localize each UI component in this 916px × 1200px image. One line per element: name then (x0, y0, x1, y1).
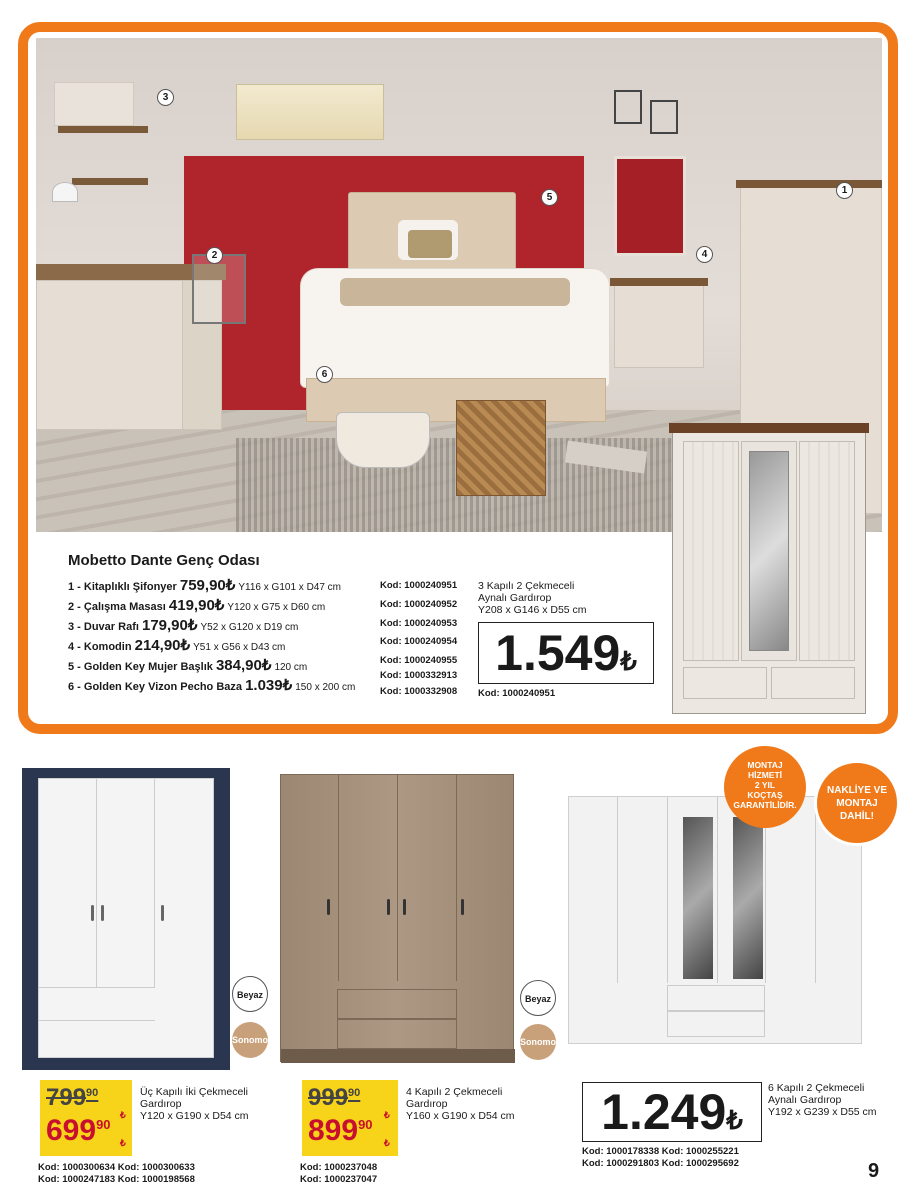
hotspot-3[interactable]: 3 (157, 89, 174, 106)
hotspot-4[interactable]: 4 (696, 246, 713, 263)
list-item: 3 - Duvar Rafı 179,90₺ Y52 x G120 x D19 cm (68, 617, 299, 634)
currency: ₺ (384, 1138, 390, 1148)
list-item: 5 - Golden Key Mujer Başlık 384,90₺ 120 cm (68, 657, 308, 674)
wall-shelf (72, 178, 148, 185)
list-item: 4 - Komodin 214,90₺ Y51 x G56 x D43 cm (68, 637, 286, 654)
product-3-image (568, 796, 862, 1044)
product-3-price-box: 1.249₺ (582, 1082, 762, 1142)
wardrobe-door (683, 441, 739, 661)
desk-lamp (52, 182, 78, 202)
door-seam (815, 797, 816, 983)
wall-niche (614, 156, 686, 256)
product-code: Kod: 1000332913 (380, 670, 458, 681)
wicker-basket (456, 400, 546, 496)
wall-painting (236, 84, 384, 140)
desk (36, 280, 184, 430)
wardrobe-mirror (749, 451, 789, 651)
round-basket (336, 412, 430, 468)
swatch-sonomo[interactable]: Sonomo (232, 1022, 268, 1058)
product-code: Kod: 1000237048 (300, 1162, 378, 1173)
feature-price-box: 1.549₺ (478, 622, 654, 684)
hotspot-2[interactable]: 2 (206, 247, 223, 264)
wardrobe-drawer (39, 1021, 155, 1055)
product-code: Kod: 1000240953 (380, 618, 458, 629)
hotspot-5[interactable]: 5 (541, 189, 558, 206)
currency: ₺ (120, 1110, 126, 1120)
feature-title: 3 Kapılı 2 Çekmeceli Aynalı Gardırop Y208 x G146 x D55 cm (478, 580, 587, 616)
door-handle (387, 899, 390, 915)
list-item: 6 - Golden Key Vizon Pecho Baza 1.039₺ 150 x 200 cm (68, 677, 356, 694)
cushion (408, 230, 452, 258)
product-code: Kod: 1000240951 (478, 688, 556, 699)
dresser-top (736, 180, 882, 188)
hotspot-6[interactable]: 6 (316, 366, 333, 383)
wall-shelf (58, 126, 148, 133)
swatch-white[interactable]: Beyaz (232, 976, 268, 1012)
product-3-title: 6 Kapılı 2 Çekmeceli Aynalı Gardırop Y192 x G239 x D55 cm (768, 1082, 877, 1118)
product-2-price-tag (302, 1080, 398, 1156)
product-2-title: 4 Kapılı 2 Çekmeceli Gardırop Y160 x G190 x D54 cm (406, 1086, 515, 1122)
wardrobe-1 (38, 778, 214, 1058)
shelf-books (54, 82, 134, 126)
swatch-white[interactable]: Beyaz (520, 980, 556, 1016)
desk-chair (192, 254, 246, 324)
wardrobe-drawer (683, 667, 767, 699)
door-handle (91, 905, 94, 921)
wardrobe-mirror (733, 817, 763, 979)
nightstand (614, 282, 704, 368)
door-seam (338, 775, 339, 981)
list-item: 2 - Çalışma Masası 419,90₺ Y120 x G75 x D60 cm (68, 597, 326, 614)
wardrobe-door (799, 441, 855, 661)
delivery-badge: NAKLİYE VE MONTAJ DAHİL! (814, 760, 900, 846)
product-1-title: Üç Kapılı İki Çekmeceli Gardırop Y120 x G190 x D54 cm (140, 1086, 249, 1122)
wardrobe-door (39, 779, 97, 987)
product-1-image (22, 768, 230, 1070)
door-handle (161, 905, 164, 921)
wardrobe-mirror (683, 817, 713, 979)
product-code: Kod: 1000291803 Kod: 1000295692 (582, 1158, 739, 1169)
product-code: Kod: 1000247183 Kod: 1000198568 (38, 1174, 195, 1185)
feature-wardrobe-image (672, 428, 866, 714)
product-code: Kod: 1000240955 (380, 655, 458, 666)
list-item: 1 - Kitaplıklı Şifonyer 759,90₺ Y116 x G101 x D47 cm (68, 577, 342, 594)
hotspot-1[interactable]: 1 (836, 182, 853, 199)
new-price: $699^{90}$ (46, 1114, 111, 1147)
page-number: 9 (868, 1160, 880, 1182)
wardrobe-drawer (667, 985, 765, 1011)
old-price: $799^{90}$ (46, 1084, 99, 1111)
wardrobe-drawer (337, 989, 457, 1019)
product-code: Kod: 1000237047 (300, 1174, 378, 1185)
product-1-price-tag (40, 1080, 132, 1156)
nightstand-top (610, 278, 708, 286)
door-handle (101, 905, 104, 921)
bed-throw (340, 278, 570, 306)
new-price: $899^{90}$ (308, 1114, 373, 1147)
wardrobe-base (281, 1049, 515, 1063)
door-seam (717, 797, 718, 983)
product-code: Kod: 1000300634 Kod: 1000300633 (38, 1162, 195, 1173)
product-code: Kod: 1000332908 (380, 686, 458, 697)
wardrobe-drawer (771, 667, 855, 699)
currency: ₺ (384, 1110, 390, 1120)
pendant-lamp (614, 90, 642, 124)
pendant-lamp (650, 100, 678, 134)
assembly-warranty-badge: MONTAJ HİZMETİ 2 YIL KOÇTAŞ GARANTİLİDİR. (724, 746, 806, 828)
door-seam (667, 797, 668, 983)
wardrobe-drawer (39, 987, 155, 1021)
wardrobe-crown (669, 423, 869, 433)
wardrobe-door (97, 779, 155, 987)
product-code: Kod: 1000240952 (380, 599, 458, 610)
door-seam (617, 797, 618, 983)
door-seam (397, 775, 398, 981)
door-seam (456, 775, 457, 981)
wardrobe-drawer (337, 1019, 457, 1049)
product-code: Kod: 1000240951 (380, 580, 458, 591)
currency: ₺ (120, 1138, 126, 1148)
old-price: $999^{90}$ (308, 1084, 361, 1111)
product-code: Kod: 1000240954 (380, 636, 458, 647)
room-title: Mobetto Dante Genç Odası (68, 552, 260, 569)
product-2-image (280, 774, 514, 1062)
door-handle (403, 899, 406, 915)
product-code: Kod: 1000178338 Kod: 1000255221 (582, 1146, 739, 1157)
door-handle (327, 899, 330, 915)
wardrobe-drawer (667, 1011, 765, 1037)
swatch-sonomo[interactable]: Sonomo (520, 1024, 556, 1060)
door-handle (461, 899, 464, 915)
